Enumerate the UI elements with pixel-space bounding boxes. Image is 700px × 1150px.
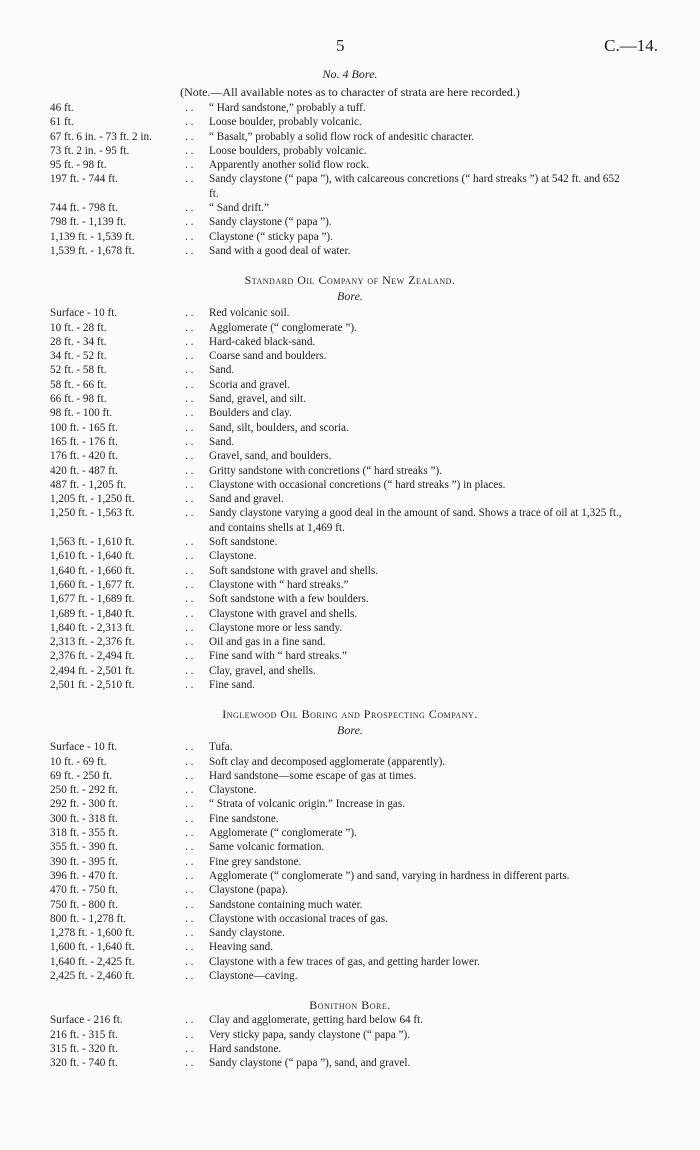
strata-row bbox=[0, 449, 700, 463]
strata-row bbox=[0, 306, 700, 320]
strata-row bbox=[0, 912, 700, 926]
no4-bore-section bbox=[0, 66, 700, 264]
depth-range: 1,539 ft. - 1,678 ft. bbox=[50, 244, 135, 257]
strata-description: Tufa. bbox=[209, 741, 233, 754]
strata-row bbox=[0, 535, 700, 549]
leader-dots: . . bbox=[185, 335, 194, 348]
depth-range: 315 ft. - 320 ft. bbox=[50, 1042, 118, 1055]
leader-dots: . . bbox=[185, 912, 194, 925]
depth-range: 2,501 ft. - 2,510 ft. bbox=[50, 678, 135, 691]
strata-row bbox=[0, 869, 700, 883]
strata-description: Fine sandstone. bbox=[209, 812, 279, 825]
strata-description: Claystone with occasional traces of gas. bbox=[209, 912, 388, 925]
leader-dots: . . bbox=[185, 869, 194, 882]
strata-row bbox=[0, 797, 700, 811]
depth-range: 320 ft. - 740 ft. bbox=[50, 1057, 118, 1070]
page-number: 5 bbox=[336, 36, 345, 55]
strata-description: Sand with a good deal of water. bbox=[209, 244, 351, 257]
section-gap bbox=[0, 1071, 700, 1077]
section-title: Bonithon Bore. bbox=[309, 998, 391, 1013]
strata-row bbox=[0, 1013, 700, 1027]
depth-range: 100 ft. - 165 ft. bbox=[50, 421, 118, 434]
depth-range: 46 ft. bbox=[50, 102, 74, 114]
leader-dots: . . bbox=[185, 173, 194, 186]
strata-description: Very sticky papa, sandy claystone (“ papa ”). bbox=[209, 1028, 410, 1041]
strata-description: Sand, silt, boulders, and scoria. bbox=[209, 421, 349, 434]
strata-description: Hard sandstone. bbox=[209, 1042, 282, 1055]
leader-dots: . . bbox=[185, 244, 194, 257]
depth-range: 292 ft. - 300 ft. bbox=[50, 798, 118, 811]
leader-dots: . . bbox=[185, 130, 194, 143]
leader-dots: . . bbox=[185, 421, 194, 434]
depth-range: 58 ft. - 66 ft. bbox=[50, 378, 107, 391]
strata-description: Agglomerate (“ conglomerate ”) and sand, varying in hardness in different parts. bbox=[209, 869, 570, 882]
section-title: Inglewood Oil Boring and Prospecting Company. bbox=[222, 707, 478, 722]
depth-range: 300 ft. - 318 ft. bbox=[50, 812, 118, 825]
strata-description: Claystone with occasional concretions (“ hard streaks ”) in places. bbox=[209, 478, 506, 491]
leader-dots: . . bbox=[185, 941, 194, 954]
leader-dots: . . bbox=[185, 350, 194, 363]
leader-dots: . . bbox=[185, 464, 194, 477]
strata-row bbox=[0, 564, 700, 578]
strata-description: Sandy claystone. bbox=[209, 927, 285, 940]
leader-dots: . . bbox=[185, 550, 194, 563]
strata-row bbox=[0, 230, 700, 244]
leader-dots: . . bbox=[185, 812, 194, 825]
leader-dots: . . bbox=[185, 202, 194, 215]
depth-range: Surface - 10 ft. bbox=[50, 741, 118, 754]
strata-row bbox=[0, 363, 700, 377]
strata-description: Claystone with “ hard streaks.” bbox=[209, 578, 349, 591]
strata-row bbox=[0, 1028, 700, 1042]
leader-dots: . . bbox=[185, 407, 194, 420]
strata-row bbox=[0, 1056, 700, 1070]
inglewood-section bbox=[0, 706, 700, 989]
leader-dots: . . bbox=[185, 378, 194, 391]
leader-dots: . . bbox=[185, 393, 194, 406]
strata-description: Soft sandstone with a few boulders. bbox=[209, 593, 369, 606]
strata-row bbox=[0, 492, 700, 506]
strata-description: Same volcanic formation. bbox=[209, 841, 325, 854]
section-subtitle: Bore. bbox=[337, 289, 363, 304]
strata-description: Claystone (papa). bbox=[209, 884, 288, 897]
depth-range: 390 ft. - 395 ft. bbox=[50, 855, 118, 868]
section-subtitle: Bore. bbox=[337, 723, 363, 738]
strata-description: Claystone (“ sticky papa ”). bbox=[209, 230, 333, 243]
depth-range: 1,640 ft. - 1,660 ft. bbox=[50, 564, 135, 577]
strata-row bbox=[0, 201, 700, 215]
depth-range: 1,278 ft. - 1,600 ft. bbox=[50, 927, 135, 940]
leader-dots: . . bbox=[185, 478, 194, 491]
strata-row bbox=[0, 578, 700, 592]
leader-dots: . . bbox=[185, 755, 194, 768]
depth-range: 34 ft. - 52 ft. bbox=[50, 350, 107, 363]
depth-range: 470 ft. - 750 ft. bbox=[50, 884, 118, 897]
strata-description: Fine sand. bbox=[209, 678, 255, 691]
strata-row bbox=[0, 115, 700, 129]
section-gap bbox=[0, 692, 700, 698]
strata-description: Clay, gravel, and shells. bbox=[209, 664, 316, 677]
strata-records bbox=[0, 66, 700, 1077]
strata-row bbox=[0, 435, 700, 449]
depth-range: 750 ft. - 800 ft. bbox=[50, 898, 118, 911]
leader-dots: . . bbox=[185, 927, 194, 940]
leader-dots: . . bbox=[185, 507, 194, 520]
strata-description: Claystone—caving. bbox=[209, 970, 298, 983]
strata-row bbox=[0, 464, 700, 478]
strata-row bbox=[0, 549, 700, 563]
strata-description: Red volcanic soil. bbox=[209, 307, 290, 320]
leader-dots: . . bbox=[185, 621, 194, 634]
leader-dots: . . bbox=[185, 102, 194, 114]
strata-description: Fine grey sandstone. bbox=[209, 855, 302, 868]
strata-description: Soft sandstone. bbox=[209, 536, 278, 549]
strata-description: Claystone with gravel and shells. bbox=[209, 607, 358, 620]
section-gap bbox=[0, 983, 700, 989]
leader-dots: . . bbox=[185, 230, 194, 243]
strata-row bbox=[0, 621, 700, 635]
leader-dots: . . bbox=[185, 664, 194, 677]
strata-description: Coarse sand and boulders. bbox=[209, 350, 327, 363]
strata-row bbox=[0, 1042, 700, 1056]
strata-row bbox=[0, 940, 700, 954]
strata-row bbox=[0, 101, 700, 115]
depth-range: 28 ft. - 34 ft. bbox=[50, 335, 107, 348]
strata-row bbox=[0, 421, 700, 435]
leader-dots: . . bbox=[185, 827, 194, 840]
strata-row bbox=[0, 855, 700, 869]
depth-range: 800 ft. - 1,278 ft. bbox=[50, 912, 127, 925]
section-title: Standard Oil Company of New Zealand. bbox=[244, 273, 456, 288]
strata-description: Sand. bbox=[209, 364, 235, 377]
depth-range: 1,205 ft. - 1,250 ft. bbox=[50, 493, 135, 506]
leader-dots: . . bbox=[185, 159, 194, 172]
strata-description: “ Basalt,” probably a solid flow rock of andesitic character. bbox=[209, 130, 474, 143]
depth-range: 318 ft. - 355 ft. bbox=[50, 827, 118, 840]
depth-range: 197 ft. - 744 ft. bbox=[50, 173, 118, 186]
strata-row bbox=[0, 826, 700, 840]
strata-description: Claystone with a few traces of gas, and getting harder lower. bbox=[209, 955, 480, 968]
leader-dots: . . bbox=[185, 364, 194, 377]
strata-row bbox=[0, 130, 700, 144]
depth-range: 69 ft. - 250 ft. bbox=[50, 769, 113, 782]
leader-dots: . . bbox=[185, 898, 194, 911]
depth-range: 420 ft. - 487 ft. bbox=[50, 464, 118, 477]
strata-row bbox=[0, 755, 700, 769]
depth-range: 165 ft. - 176 ft. bbox=[50, 435, 118, 448]
leader-dots: . . bbox=[185, 435, 194, 448]
strata-row bbox=[0, 840, 700, 854]
depth-range: 66 ft. - 98 ft. bbox=[50, 393, 107, 406]
strata-row bbox=[0, 335, 700, 349]
strata-row bbox=[0, 378, 700, 392]
strata-row bbox=[0, 955, 700, 969]
strata-description: Clay and agglomerate, getting hard below 64 ft. bbox=[209, 1014, 424, 1027]
leader-dots: . . bbox=[185, 650, 194, 663]
leader-dots: . . bbox=[185, 607, 194, 620]
strata-row bbox=[0, 244, 700, 258]
leader-dots: . . bbox=[185, 536, 194, 549]
strata-row bbox=[0, 607, 700, 621]
strata-row bbox=[0, 883, 700, 897]
leader-dots: . . bbox=[185, 841, 194, 854]
leader-dots: . . bbox=[185, 1042, 194, 1055]
strata-row bbox=[0, 635, 700, 649]
strata-description: Loose boulders, probably volcanic. bbox=[209, 144, 367, 157]
depth-range: 2,376 ft. - 2,494 ft. bbox=[50, 650, 135, 663]
strata-description: Sandy claystone (“ papa ”), with calcareous concretions (“ hard streaks ”) at 542 ft. and 652 ft. bbox=[209, 173, 620, 200]
strata-description: Sand and gravel. bbox=[209, 493, 284, 506]
depth-range: Surface - 216 ft. bbox=[50, 1014, 123, 1027]
depth-range: 52 ft. - 58 ft. bbox=[50, 364, 107, 377]
depth-range: 744 ft. - 798 ft. bbox=[50, 202, 118, 215]
leader-dots: . . bbox=[185, 769, 194, 782]
depth-range: 798 ft. - 1,139 ft. bbox=[50, 216, 127, 229]
leader-dots: . . bbox=[185, 321, 194, 334]
strata-row bbox=[0, 215, 700, 229]
depth-range: 487 ft. - 1,205 ft. bbox=[50, 478, 127, 491]
strata-row bbox=[0, 406, 700, 420]
leader-dots: . . bbox=[185, 678, 194, 691]
strata-description: Apparently another solid flow rock. bbox=[209, 159, 370, 172]
section-title: No. 4 Bore. bbox=[322, 67, 378, 81]
strata-row bbox=[0, 321, 700, 335]
leader-dots: . . bbox=[185, 578, 194, 591]
strata-description: Hard sandstone—some escape of gas at times. bbox=[209, 769, 417, 782]
strata-description: Sandy claystone (“ papa ”), sand, and gravel. bbox=[209, 1057, 411, 1070]
strata-row bbox=[0, 740, 700, 754]
leader-dots: . . bbox=[185, 307, 194, 320]
depth-range: 10 ft. - 28 ft. bbox=[50, 321, 107, 334]
depth-range: 396 ft. - 470 ft. bbox=[50, 869, 118, 882]
depth-range: 2,425 ft. - 2,460 ft. bbox=[50, 970, 135, 983]
depth-range: 1,610 ft. - 1,640 ft. bbox=[50, 550, 135, 563]
leader-dots: . . bbox=[185, 593, 194, 606]
section-note: (Note.—All available notes as to character of strata are here recorded.) bbox=[180, 85, 520, 99]
leader-dots: . . bbox=[185, 798, 194, 811]
depth-range: 1,677 ft. - 1,689 ft. bbox=[50, 593, 135, 606]
strata-row bbox=[0, 592, 700, 606]
strata-row bbox=[0, 664, 700, 678]
strata-row bbox=[0, 506, 700, 535]
strata-row bbox=[0, 478, 700, 492]
leader-dots: . . bbox=[185, 855, 194, 868]
strata-row bbox=[0, 349, 700, 363]
depth-range: 1,840 ft. - 2,313 ft. bbox=[50, 621, 135, 634]
strata-description: Claystone more or less sandy. bbox=[209, 621, 343, 634]
strata-description: Agglomerate (“ conglomerate ”). bbox=[209, 321, 357, 334]
strata-row bbox=[0, 769, 700, 783]
depth-range: 1,660 ft. - 1,677 ft. bbox=[50, 578, 135, 591]
leader-dots: . . bbox=[185, 1028, 194, 1041]
depth-range: 176 ft. - 420 ft. bbox=[50, 450, 118, 463]
leader-dots: . . bbox=[185, 636, 194, 649]
strata-description: Agglomerate (“ conglomerate ”). bbox=[209, 827, 357, 840]
strata-row bbox=[0, 144, 700, 158]
strata-description: Sandy claystone varying a good deal in the amount of sand. Shows a trace of oil at 1,325 ft., and contains shells at 1,469 ft. bbox=[209, 507, 622, 534]
strata-description: Claystone. bbox=[209, 784, 257, 797]
strata-row bbox=[0, 898, 700, 912]
strata-row bbox=[0, 649, 700, 663]
leader-dots: . . bbox=[185, 1057, 194, 1070]
strata-row bbox=[0, 783, 700, 797]
strata-row bbox=[0, 812, 700, 826]
leader-dots: . . bbox=[185, 116, 194, 129]
strata-row bbox=[0, 158, 700, 172]
depth-range: 1,139 ft. - 1,539 ft. bbox=[50, 230, 135, 243]
leader-dots: . . bbox=[185, 1014, 194, 1027]
strata-description: Soft sandstone with gravel and shells. bbox=[209, 564, 379, 577]
standard-oil-section bbox=[0, 272, 700, 698]
leader-dots: . . bbox=[185, 564, 194, 577]
depth-range: 216 ft. - 315 ft. bbox=[50, 1028, 118, 1041]
depth-range: 1,250 ft. - 1,563 ft. bbox=[50, 507, 135, 520]
depth-range: 10 ft. - 69 ft. bbox=[50, 755, 107, 768]
leader-dots: . . bbox=[185, 450, 194, 463]
leader-dots: . . bbox=[185, 784, 194, 797]
leader-dots: . . bbox=[185, 144, 194, 157]
depth-range: Surface - 10 ft. bbox=[50, 307, 118, 320]
strata-description: Gravel, sand, and boulders. bbox=[209, 450, 332, 463]
strata-row bbox=[0, 926, 700, 940]
leader-dots: . . bbox=[185, 216, 194, 229]
depth-range: 61 ft. bbox=[50, 116, 74, 129]
leader-dots: . . bbox=[185, 493, 194, 506]
leader-dots: . . bbox=[185, 955, 194, 968]
strata-description: Claystone. bbox=[209, 550, 257, 563]
depth-range: 73 ft. 2 in. - 95 ft. bbox=[50, 144, 130, 157]
strata-description: Gritty sandstone with concretions (“ hard streaks ”). bbox=[209, 464, 443, 477]
depth-range: 2,494 ft. - 2,501 ft. bbox=[50, 664, 135, 677]
depth-range: 1,563 ft. - 1,610 ft. bbox=[50, 536, 135, 549]
strata-description: Sand, gravel, and silt. bbox=[209, 393, 306, 406]
strata-description: Heaving sand. bbox=[209, 941, 274, 954]
strata-description: Sandy claystone (“ papa ”). bbox=[209, 216, 332, 229]
depth-range: 1,640 ft. - 2,425 ft. bbox=[50, 955, 135, 968]
leader-dots: . . bbox=[185, 741, 194, 754]
strata-description: Soft clay and decomposed agglomerate (apparently). bbox=[209, 755, 446, 768]
strata-description: Loose boulder, probably volcanic. bbox=[209, 116, 362, 129]
strata-description: Boulders and clay. bbox=[209, 407, 292, 420]
strata-description: Oil and gas in a fine sand. bbox=[209, 636, 326, 649]
strata-description: “ Hard sandstone,” probably a tuff. bbox=[209, 102, 366, 114]
depth-range: 98 ft. - 100 ft. bbox=[50, 407, 113, 420]
leader-dots: . . bbox=[185, 970, 194, 983]
depth-range: 95 ft. - 98 ft. bbox=[50, 159, 107, 172]
section-gap bbox=[0, 258, 700, 264]
strata-row bbox=[0, 172, 700, 201]
strata-row bbox=[0, 678, 700, 692]
strata-description: Fine sand with “ hard streaks.” bbox=[209, 650, 347, 663]
depth-range: 355 ft. - 390 ft. bbox=[50, 841, 118, 854]
bonithon-section bbox=[0, 997, 700, 1076]
strata-description: Hard-caked black-sand. bbox=[209, 335, 316, 348]
strata-description: “ Strata of volcanic origin.” Increase in gas. bbox=[209, 798, 406, 811]
strata-description: “ Sand drift.” bbox=[209, 202, 269, 215]
page-header bbox=[0, 36, 700, 58]
strata-row bbox=[0, 969, 700, 983]
depth-range: 2,313 ft. - 2,376 ft. bbox=[50, 636, 135, 649]
strata-row bbox=[0, 392, 700, 406]
depth-range: 1,689 ft. - 1,840 ft. bbox=[50, 607, 135, 620]
strata-description: Sand. bbox=[209, 435, 235, 448]
strata-description: Sandstone containing much water. bbox=[209, 898, 363, 911]
leader-dots: . . bbox=[185, 884, 194, 897]
depth-range: 1,600 ft. - 1,640 ft. bbox=[50, 941, 135, 954]
depth-range: 67 ft. 6 in. - 73 ft. 2 in. bbox=[50, 130, 152, 143]
document-code: C.—14. bbox=[604, 36, 658, 55]
depth-range: 250 ft. - 292 ft. bbox=[50, 784, 118, 797]
strata-description: Scoria and gravel. bbox=[209, 378, 291, 391]
